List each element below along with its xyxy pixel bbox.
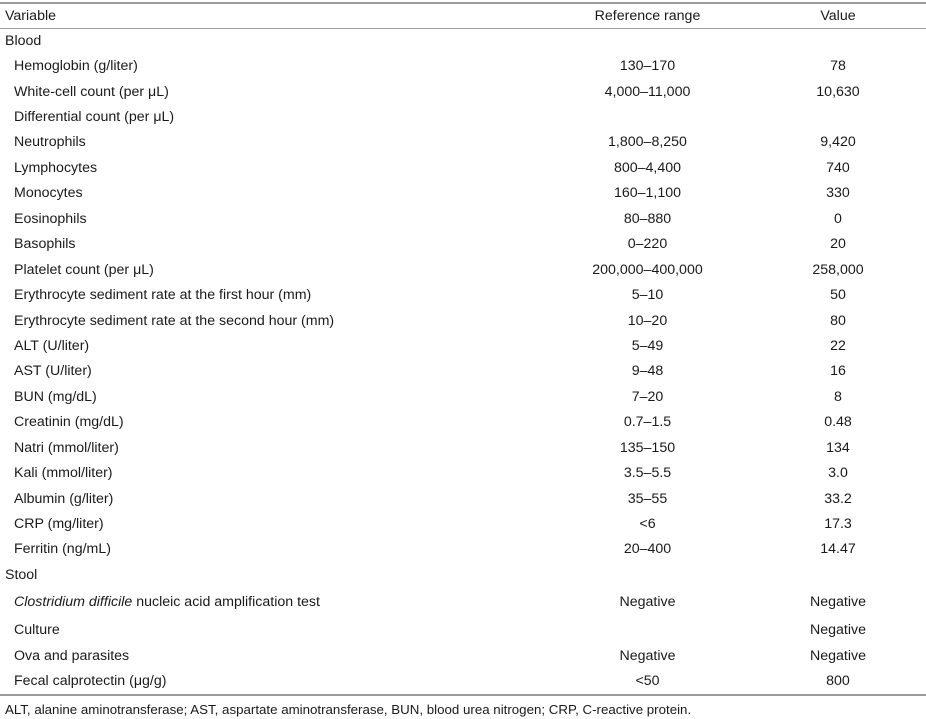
variable-cell: Hemoglobin (g/liter) <box>14 58 138 75</box>
variable-cell: AST (U/liter) <box>14 363 92 380</box>
table-row <box>0 104 926 129</box>
reference-range-cell: 4,000–11,000 <box>604 83 691 100</box>
reference-range-cell: 0–220 <box>627 236 668 253</box>
reference-range-cell: 10–20 <box>627 312 668 329</box>
value-cell: 22 <box>830 337 846 354</box>
lab-results-table <box>0 2 926 696</box>
variable-cell: Natri (mmol/liter) <box>14 439 119 456</box>
value-cell: 258,000 <box>812 261 864 278</box>
reference-range-cell: 5–10 <box>631 287 664 304</box>
variable-cell: CRP (mg/liter) <box>14 516 104 533</box>
table-body <box>0 28 926 695</box>
variable-cell <box>0 588 545 616</box>
variable-cell: BUN (mg/dL) <box>14 388 97 405</box>
reference-range-cell: 200,000–400,000 <box>592 261 703 278</box>
value-cell: 16 <box>830 363 846 380</box>
value-cell <box>750 104 926 129</box>
reference-range-cell: 5–49 <box>631 337 664 354</box>
value-cell: 10,630 <box>816 83 860 100</box>
value-cell: 17.3 <box>824 516 852 533</box>
table-row <box>0 384 926 409</box>
reference-range-cell: Negative <box>619 648 676 665</box>
variable-cell: Erythrocyte sediment rate at the second hour (mm) <box>14 312 335 329</box>
table-row <box>0 537 926 562</box>
value-cell: 20 <box>830 236 846 253</box>
table-row <box>0 181 926 206</box>
value-cell: 330 <box>826 185 850 202</box>
reference-range-cell: 800–4,400 <box>613 159 682 176</box>
table-row <box>0 79 926 104</box>
header-variable: Variable <box>0 3 545 28</box>
variable-cell: White-cell count (per μL) <box>14 83 169 100</box>
reference-range-cell: 80–880 <box>623 210 672 227</box>
table-row <box>0 333 926 358</box>
table-row <box>0 232 926 257</box>
section-row <box>0 562 926 587</box>
variable-cell: Erythrocyte sediment rate at the first hour (mm) <box>14 287 312 304</box>
section-label: Blood <box>5 32 42 49</box>
variable-cell: Ferritin (ng/mL) <box>14 541 111 558</box>
reference-range-cell: 9–48 <box>631 363 664 380</box>
variable-cell: Lymphocytes <box>14 159 98 176</box>
table-row <box>0 511 926 536</box>
table-row <box>0 644 926 669</box>
section-row <box>0 28 926 53</box>
reference-range-cell: 0.7–1.5 <box>623 414 672 431</box>
variable-italic-text: Clostridium difficile <box>14 593 133 610</box>
header-value: Value <box>750 3 926 28</box>
table-row <box>0 435 926 460</box>
value-cell: 14.47 <box>820 541 856 558</box>
reference-range-cell <box>545 104 750 129</box>
value-cell: Negative <box>810 593 866 610</box>
reference-range-cell: 35–55 <box>627 490 668 507</box>
table-row <box>0 486 926 511</box>
table-row <box>0 53 926 78</box>
table-header-row <box>0 3 926 28</box>
value-cell: 134 <box>826 439 850 456</box>
value-cell: 3.0 <box>828 465 848 482</box>
table-row <box>0 257 926 282</box>
table-row <box>0 282 926 307</box>
value-cell: 50 <box>830 287 846 304</box>
reference-range-cell: 7–20 <box>631 388 664 405</box>
table-row <box>0 669 926 694</box>
value-cell: Negative <box>810 621 866 638</box>
table-row <box>0 616 926 644</box>
variable-cell: Eosinophils <box>14 210 87 227</box>
header-reference-range: Reference range <box>545 3 750 28</box>
reference-range-cell: 20–400 <box>623 541 672 558</box>
reference-range-cell <box>545 616 750 644</box>
value-cell: 740 <box>826 159 850 176</box>
variable-cell: Kali (mmol/liter) <box>14 465 113 482</box>
variable-cell: Differential count (per μL) <box>14 109 175 126</box>
table-row <box>0 359 926 384</box>
table-row <box>0 588 926 616</box>
variable-cell: Albumin (g/liter) <box>14 490 114 507</box>
variable-text: nucleic acid amplification test <box>132 593 320 610</box>
table-row <box>0 460 926 485</box>
value-cell: 80 <box>830 312 846 329</box>
variable-cell: Ova and parasites <box>14 648 130 665</box>
reference-range-cell: 160–1,100 <box>613 185 682 202</box>
variable-cell: Fecal calprotectin (μg/g) <box>0 669 545 694</box>
value-cell: 800 <box>750 669 926 694</box>
reference-range-cell: Negative <box>619 593 676 610</box>
value-cell: 9,420 <box>820 134 856 151</box>
table-row <box>0 155 926 180</box>
variable-cell: Platelet count (per μL) <box>14 261 154 278</box>
reference-range-cell: 3.5–5.5 <box>623 465 672 482</box>
variable-cell: Culture <box>14 621 60 638</box>
table-footnote: ALT, alanine aminotransferase; AST, aspartate aminotransferase, BUN, blood urea nitrogen; CRP, C-reactive protein. <box>5 702 692 717</box>
reference-range-cell: 1,800–8,250 <box>608 134 687 151</box>
variable-cell: Monocytes <box>14 185 83 202</box>
table-row <box>0 308 926 333</box>
value-cell: 78 <box>830 58 846 75</box>
variable-cell: Neutrophils <box>14 134 86 151</box>
value-cell: Negative <box>810 648 866 665</box>
reference-range-cell: 130–170 <box>619 58 676 75</box>
variable-cell: Creatinin (mg/dL) <box>14 414 124 431</box>
reference-range-cell: 135–150 <box>619 439 676 456</box>
reference-range-cell: <6 <box>639 516 656 533</box>
value-cell: 0 <box>834 210 842 227</box>
table-row <box>0 130 926 155</box>
variable-cell: ALT (U/liter) <box>14 337 90 354</box>
value-cell: 0.48 <box>824 414 852 431</box>
value-cell: 33.2 <box>824 490 852 507</box>
value-cell: 8 <box>834 388 842 405</box>
table-row <box>0 206 926 231</box>
variable-cell: Basophils <box>14 236 76 253</box>
section-label: Stool <box>5 566 38 583</box>
table-row <box>0 410 926 435</box>
reference-range-cell: <50 <box>545 669 750 694</box>
